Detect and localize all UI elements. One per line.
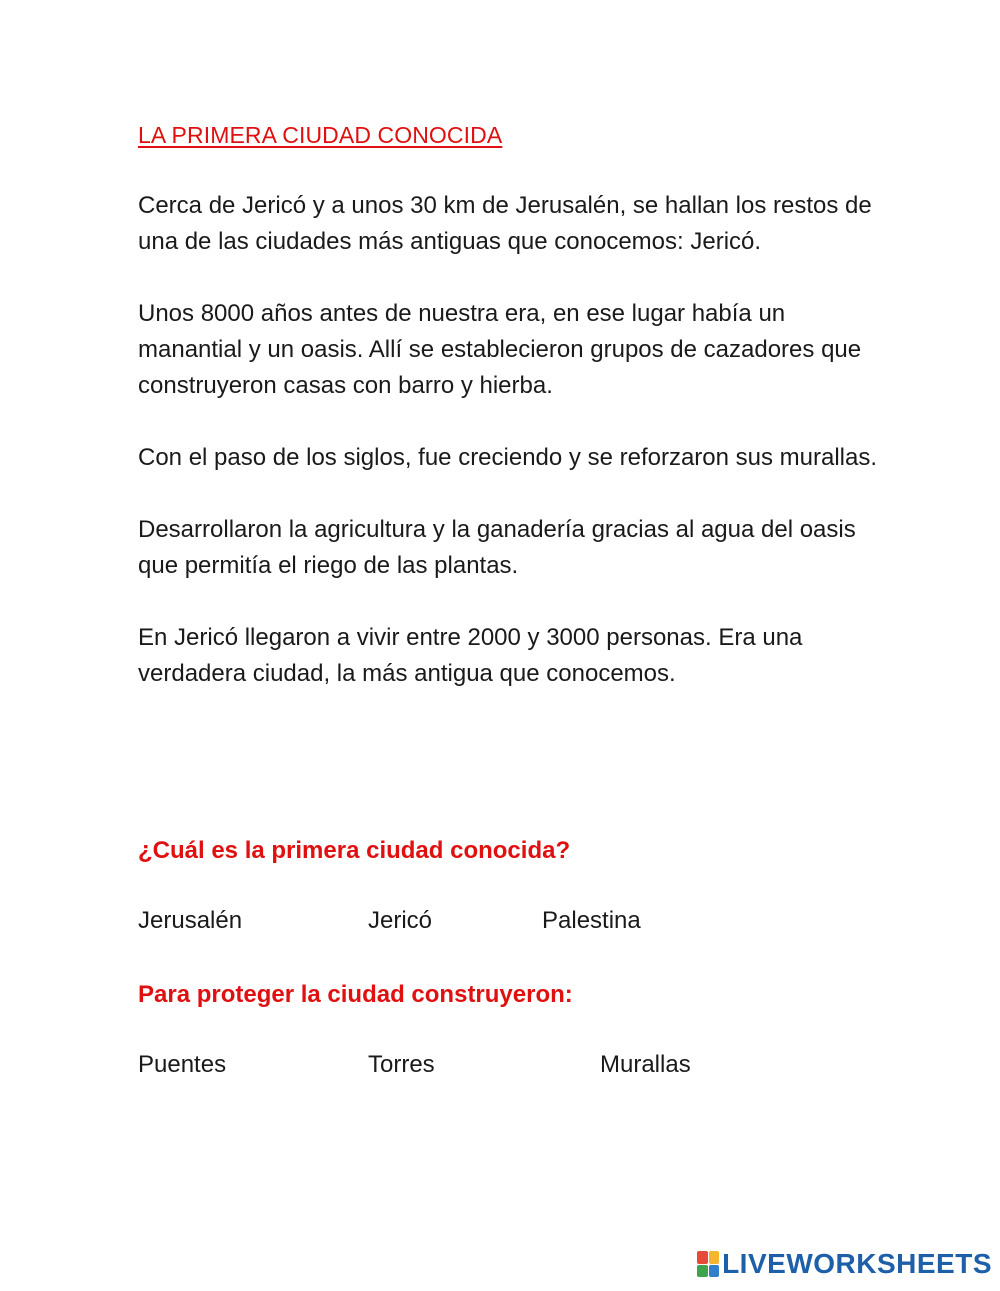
mark-square-4 — [709, 1265, 720, 1278]
liveworksheets-mark-icon — [697, 1251, 719, 1277]
question-1-prompt: ¿Cuál es la primera ciudad conocida? — [138, 837, 571, 864]
paragraph-location: Cerca de Jericó y a unos 30 km de Jerusalén, se hallan los restos de una de las ciudades más antiguas que conocemos: Jericó. — [138, 192, 872, 255]
paragraph-agriculture: Desarrollaron la agricultura y la ganadería gracias al agua del oasis que permitía el riego de las plantas. — [138, 516, 856, 579]
question-1-option-jerusalen[interactable]: Jerusalén — [138, 907, 243, 934]
paragraph-walls: Con el paso de los siglos, fue creciendo y se reforzaron sus murallas. — [138, 444, 878, 471]
question-2-option-puentes[interactable]: Puentes — [138, 1051, 227, 1078]
liveworksheets-logo — [697, 1249, 992, 1279]
paragraph-population: En Jericó llegaron a vivir entre 2000 y 3000 personas. Era una verdadera ciudad, la más antigua que conocemos. — [138, 624, 803, 687]
worksheet-page — [138, 118, 878, 1078]
mark-square-3 — [697, 1265, 708, 1278]
page-title: LA PRIMERA CIUDAD CONOCIDA — [138, 122, 503, 148]
question-1-option-palestina[interactable]: Palestina — [542, 907, 641, 934]
mark-square-1 — [697, 1251, 708, 1264]
mark-square-2 — [709, 1251, 720, 1264]
question-1-option-jerico[interactable]: Jericó — [368, 907, 433, 934]
question-2-option-torres[interactable]: Torres — [368, 1051, 435, 1078]
paragraph-origins: Unos 8000 años antes de nuestra era, en ese lugar había un manantial y un oasis. Allí se establecieron grupos de cazadores que construyeron casas con barro y hierba. — [138, 300, 862, 399]
question-2-prompt: Para proteger la ciudad construyeron: — [138, 981, 573, 1008]
question-2-option-murallas[interactable]: Murallas — [600, 1051, 691, 1078]
question-1-options — [138, 904, 878, 938]
logo-text: LIVEWORKSHEETS — [722, 1248, 992, 1279]
question-2-options — [138, 1048, 878, 1082]
